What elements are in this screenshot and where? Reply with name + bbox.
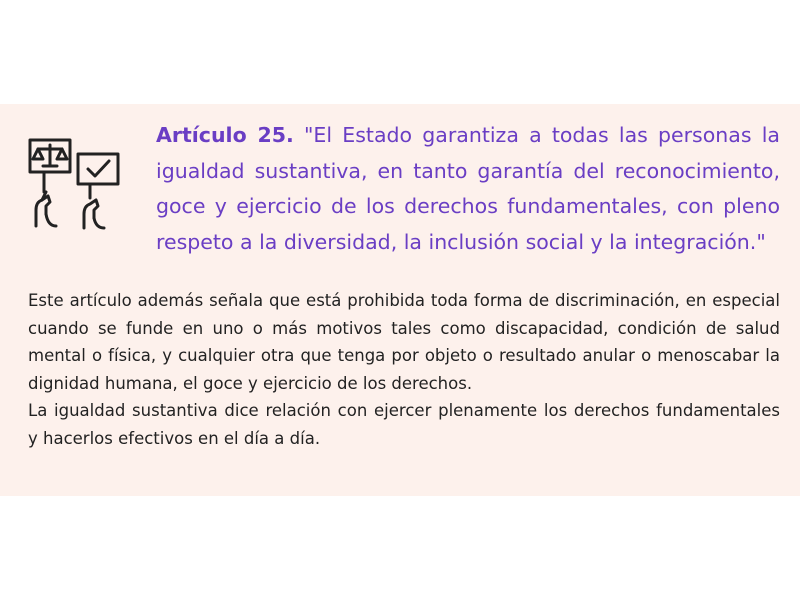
paragraph-2: La igualdad sustantiva dice relación con ejercer plenamente los derechos fundamentales y hacerlos efectivos en el día a día. — [28, 401, 780, 448]
explanation-text — [28, 287, 780, 452]
article-label: Artículo 25. — [156, 123, 294, 147]
article-text: "El Estado garantiza a todas las personas la igualdad sustantiva, en tanto garantía del reconocimiento, goce y ejercicio de los derechos fundamentales, con pleno respeto a la diversidad, la inclusión social y la integración." — [156, 123, 780, 254]
protest-signs-icon — [26, 136, 126, 236]
checkmark-icon — [78, 154, 118, 184]
paragraph-1: Este artículo además señala que está prohibida toda forma de discriminación, en especial cuando se funde en uno o más motivos tales como discapacidad, condición de salud mental o física, y cualquier otra que tenga por objeto o resultado anular o menoscabar la dignidad humana, el goce y ejercicio de los derechos. — [28, 291, 780, 393]
scales-of-justice-icon — [30, 140, 70, 172]
article-quote — [156, 118, 780, 260]
